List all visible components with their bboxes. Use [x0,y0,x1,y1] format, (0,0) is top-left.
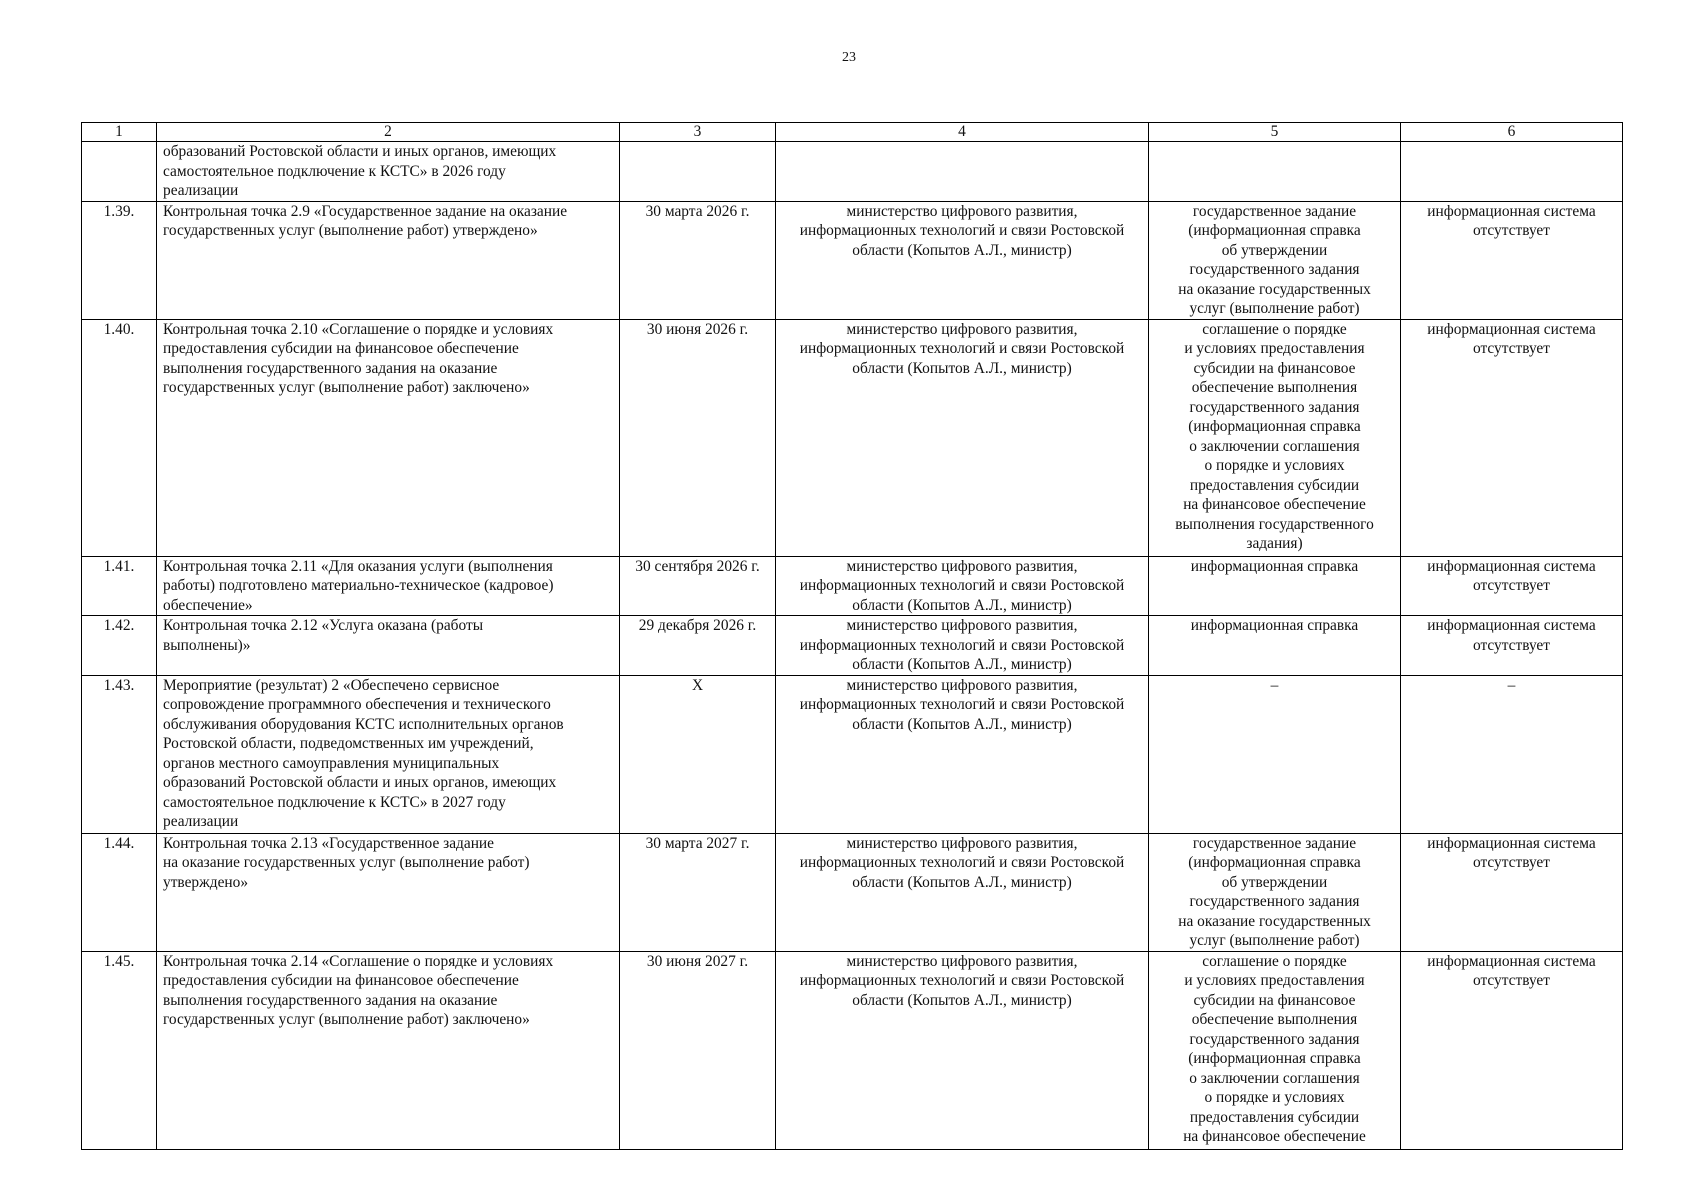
deadline: 30 марта 2026 г. [620,201,776,319]
responsible: министерство цифрового развития, информационных технологий и связи Ростовской области (Копытов А.Л., министр) [776,616,1149,676]
event-name: Мероприятие (результат) 2 «Обеспечено сервисное сопровождение программного обеспечения и технического обслуживания оборудования КСТС исполнительных органов Ростовской области, подведомственных им учреждений, органов местного самоуправления муниципальных образований Ростовской области и иных органов, имеющих самостоятельное подключение к КСТС» в 2027 году реализации [157,675,620,833]
deadline: 29 декабря 2026 г. [620,616,776,676]
column-header-6: 6 [1401,123,1623,142]
table-row [82,319,1623,556]
event-name: Контрольная точка 2.13 «Государственное задание на оказание государственных услуг (выполнение работ) утверждено» [157,833,620,951]
event-name: Контрольная точка 2.12 «Услуга оказана (работы выполнены)» [157,616,620,676]
table-row [82,951,1623,1149]
event-name: Контрольная точка 2.14 «Соглашение о порядке и условиях предоставления субсидии на финансовое обеспечение выполнения государственного задания на оказание государственных услуг (выполнение работ) заключено» [157,951,620,1149]
column-header-2: 2 [157,123,620,142]
document-type [1149,142,1401,202]
column-header-4: 4 [776,123,1149,142]
table-row [82,616,1623,676]
information-system: информационная система отсутствует [1401,833,1623,951]
deadline: 30 марта 2027 г. [620,833,776,951]
event-name: Контрольная точка 2.11 «Для оказания услуги (выполнения работы) подготовлено материально-техническое (кадровое) обеспечение» [157,556,620,616]
document-type: государственное задание (информационная справка об утверждении государственного задания на оказание государственных услуг (выполнение работ) [1149,833,1401,951]
table-row [82,675,1623,833]
deadline: Х [620,675,776,833]
document-type: соглашение о порядке и условиях предоставления субсидии на финансовое обеспечение выполнения государственного задания (информационная справка о заключении соглашения о порядке и условиях предоставления субсидии на финансовое обеспечение выполнения государственного задания) [1149,319,1401,556]
row-number: 1.39. [82,201,157,319]
document-type: государственное задание (информационная справка об утверждении государственного задания на оказание государственных услуг (выполнение работ) [1149,201,1401,319]
column-header-5: 5 [1149,123,1401,142]
row-number [82,142,157,202]
page-number: 23 [842,50,856,65]
document-type: информационная справка [1149,616,1401,676]
document-type: соглашение о порядке и условиях предоставления субсидии на финансовое обеспечение выполнения государственного задания (информационная справка о заключении соглашения о порядке и условиях предоставления субсидии на финансовое обеспечение [1149,951,1401,1149]
table-row [82,833,1623,951]
deadline: 30 сентября 2026 г. [620,556,776,616]
information-system: информационная система отсутствует [1401,951,1623,1149]
event-name: образований Ростовской области и иных органов, имеющих самостоятельное подключение к КСТС» в 2026 году реализации [157,142,620,202]
event-name: Контрольная точка 2.9 «Государственное задание на оказание государственных услуг (выполнение работ) утверждено» [157,201,620,319]
responsible: министерство цифрового развития, информационных технологий и связи Ростовской области (Копытов А.Л., министр) [776,556,1149,616]
row-number: 1.40. [82,319,157,556]
table-row [82,142,1623,202]
information-system: информационная система отсутствует [1401,319,1623,556]
event-name: Контрольная точка 2.10 «Соглашение о порядке и условиях предоставления субсидии на финансовое обеспечение выполнения государственного задания на оказание государственных услуг (выполнение работ) заключено» [157,319,620,556]
table-row [82,201,1623,319]
responsible [776,142,1149,202]
row-number: 1.43. [82,675,157,833]
information-system: информационная система отсутствует [1401,616,1623,676]
responsible: министерство цифрового развития, информационных технологий и связи Ростовской области (Копытов А.Л., министр) [776,319,1149,556]
responsible: министерство цифрового развития, информационных технологий и связи Ростовской области (Копытов А.Л., министр) [776,675,1149,833]
deadline [620,142,776,202]
document-type: информационная справка [1149,556,1401,616]
deadline: 30 июня 2026 г. [620,319,776,556]
responsible: министерство цифрового развития, информационных технологий и связи Ростовской области (Копытов А.Л., министр) [776,951,1149,1149]
row-number: 1.42. [82,616,157,676]
information-system [1401,142,1623,202]
column-header-3: 3 [620,123,776,142]
deadline: 30 июня 2027 г. [620,951,776,1149]
information-system: информационная система отсутствует [1401,201,1623,319]
table-row [82,556,1623,616]
row-number: 1.45. [82,951,157,1149]
responsible: министерство цифрового развития, информационных технологий и связи Ростовской области (Копытов А.Л., министр) [776,201,1149,319]
row-number: 1.41. [82,556,157,616]
column-header-1: 1 [82,123,157,142]
information-system: информационная система отсутствует [1401,556,1623,616]
responsible: министерство цифрового развития, информационных технологий и связи Ростовской области (Копытов А.Л., министр) [776,833,1149,951]
information-system: – [1401,675,1623,833]
document-type: – [1149,675,1401,833]
plan-table [81,122,1623,1150]
column-number-row [82,123,1623,142]
row-number: 1.44. [82,833,157,951]
